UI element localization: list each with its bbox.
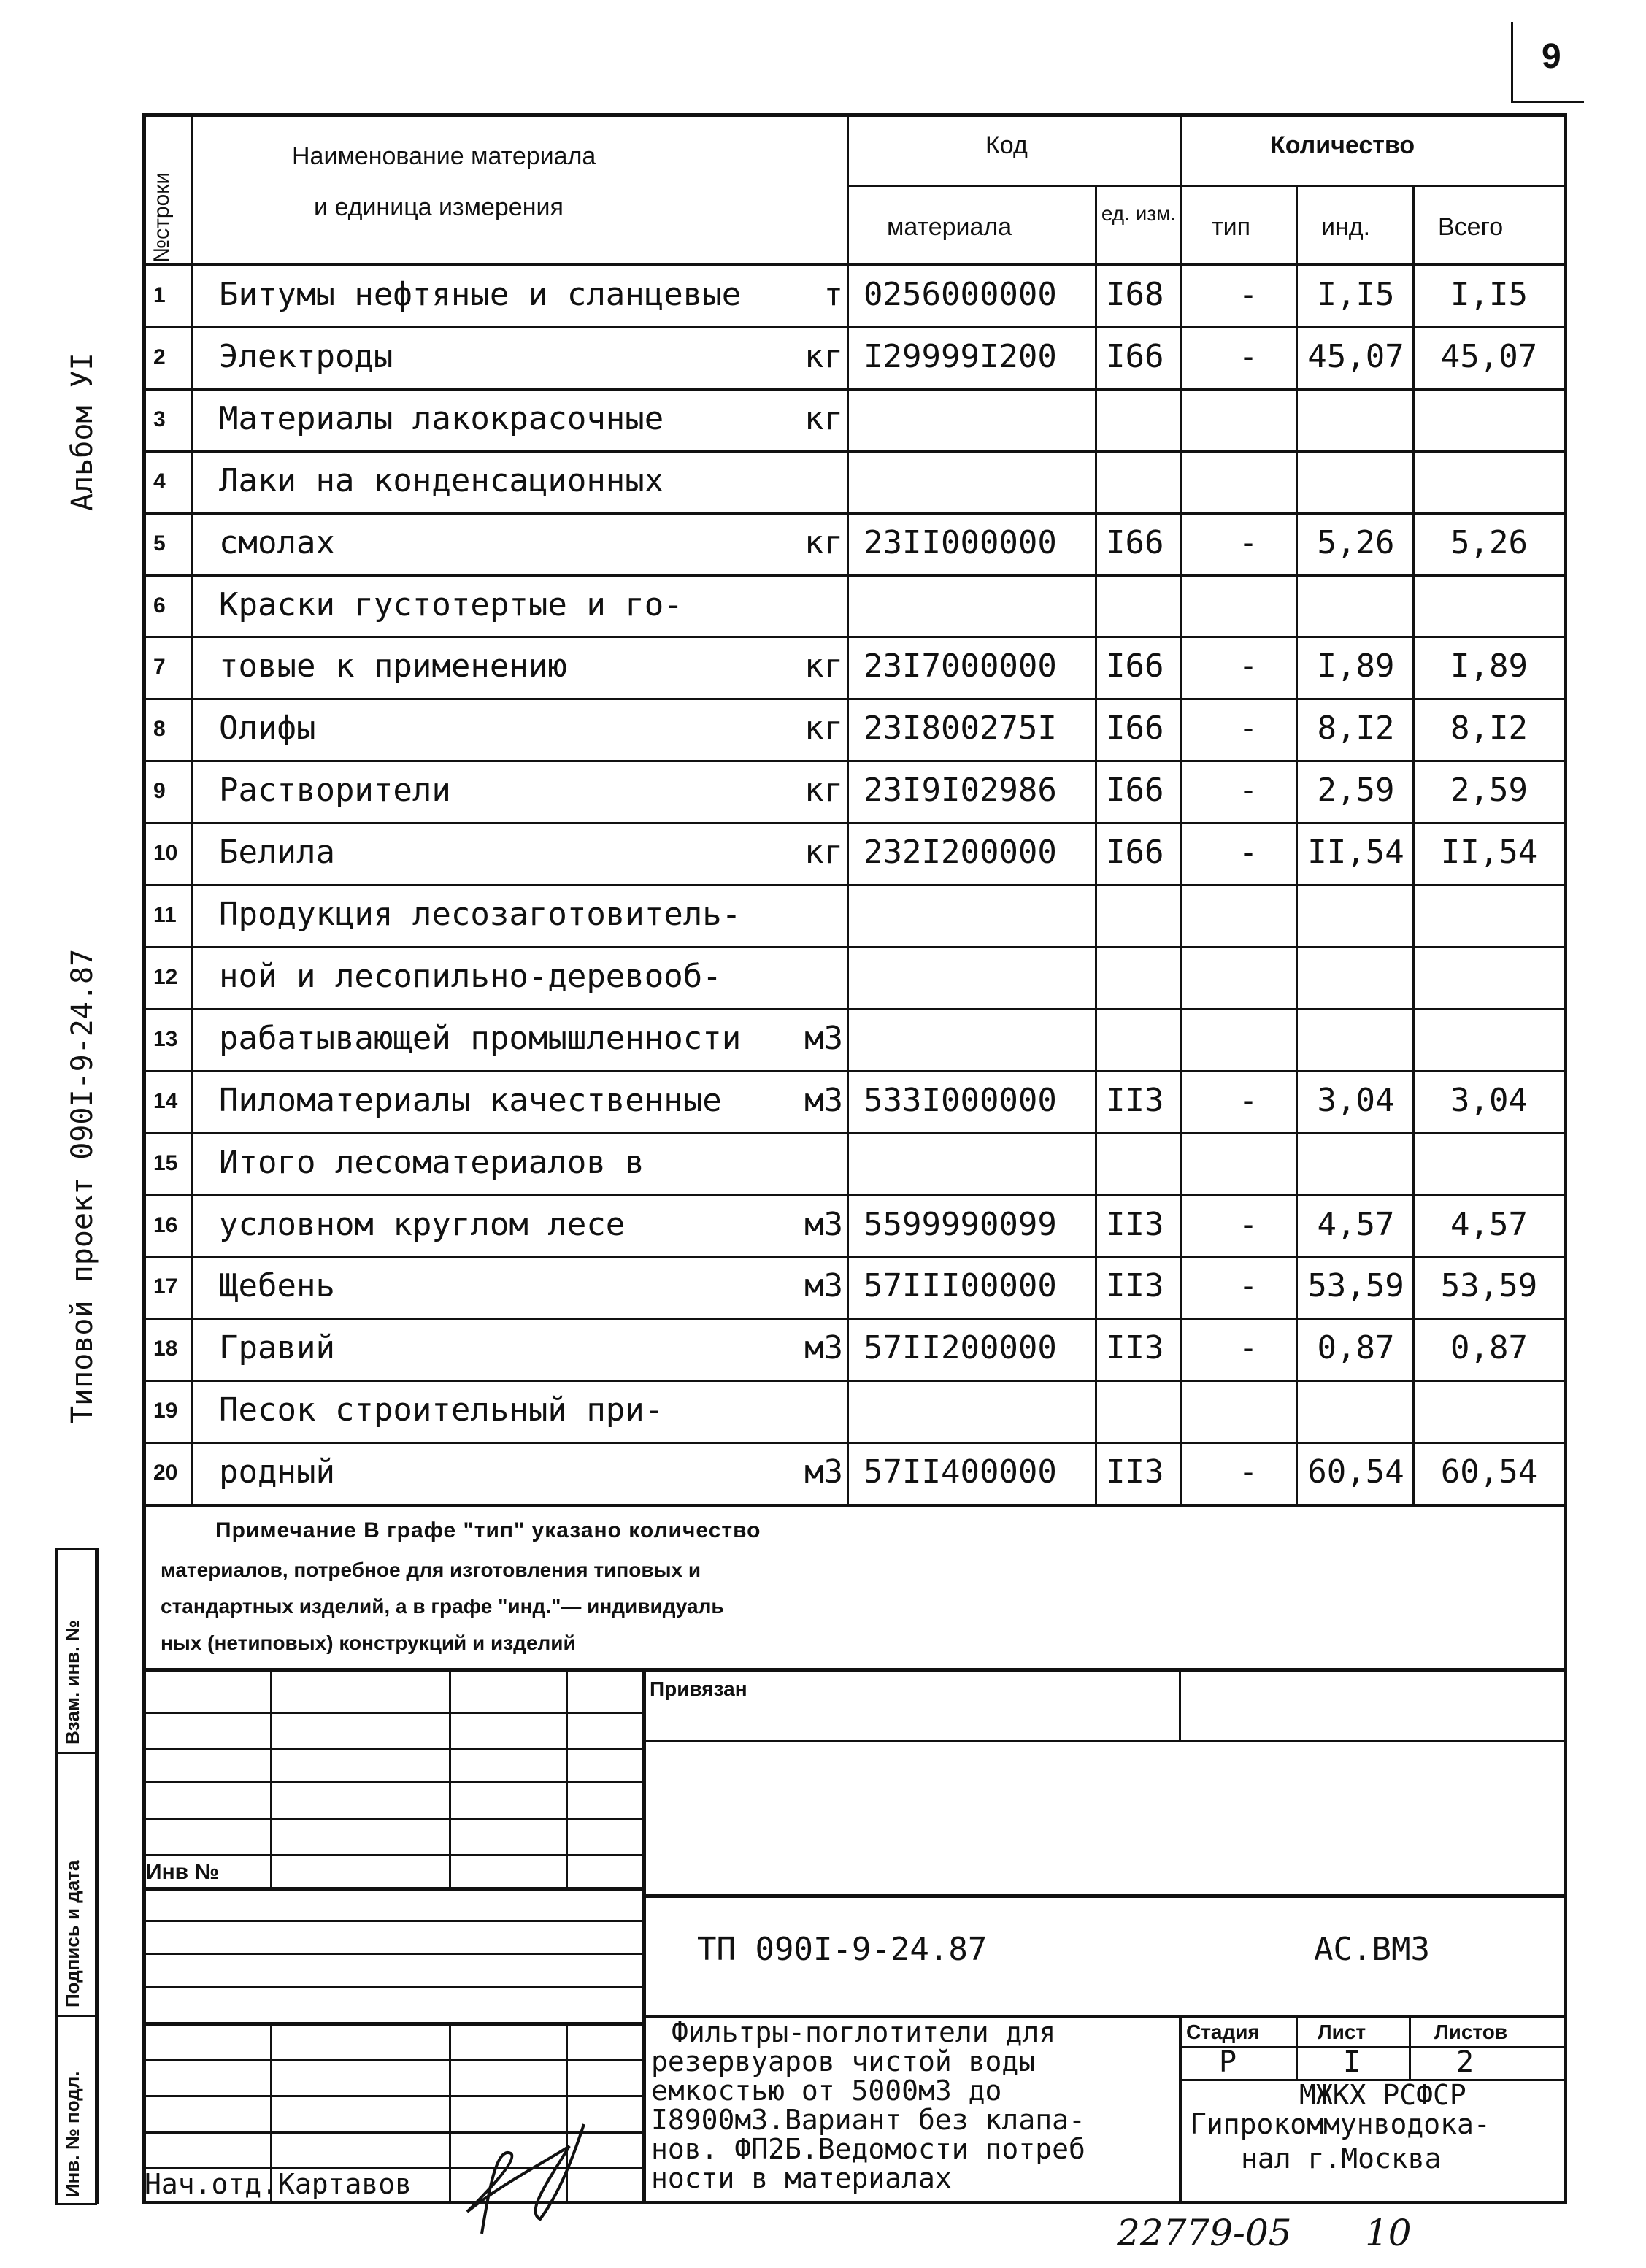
title-line6: ности в материалах xyxy=(651,2162,952,2194)
material-unit: кг xyxy=(804,524,843,561)
material-unit: м3 xyxy=(804,1082,843,1119)
inv-number-label: Инв № xyxy=(146,1860,219,1884)
row-number: 18 xyxy=(153,1337,178,1361)
type-quantity: - xyxy=(1238,1453,1258,1491)
row-number: 9 xyxy=(153,779,166,803)
title-line5: нов. ФП2Б.Ведомости потреб xyxy=(651,2133,1085,2165)
footer-number: 22779-05 xyxy=(1117,2212,1292,2254)
row-number: 14 xyxy=(153,1089,178,1113)
stamp-label-replace: Взам. инв. № xyxy=(61,1620,83,1745)
type-quantity: - xyxy=(1238,1082,1258,1119)
note-line3: стандартных изделий, а в графе "инд."— индивидуаль xyxy=(161,1595,724,1618)
row-number: 2 xyxy=(153,345,166,369)
material-code: 57II400000 xyxy=(864,1453,1057,1491)
total-quantity: II,54 xyxy=(1440,834,1538,871)
unit-code: II3 xyxy=(1106,1206,1164,1243)
material-name: Щебень xyxy=(219,1267,335,1304)
unit-code: I66 xyxy=(1106,834,1164,871)
stamp-label-signature: Подпись и дата xyxy=(61,1860,83,2007)
material-unit: кг xyxy=(804,834,843,871)
row-number: 13 xyxy=(153,1027,178,1051)
type-quantity: - xyxy=(1238,1267,1258,1304)
type-quantity: - xyxy=(1238,1329,1258,1366)
unit-code: I66 xyxy=(1106,772,1164,809)
total-quantity: 2,59 xyxy=(1450,772,1528,809)
material-code: 533I000000 xyxy=(864,1082,1057,1119)
code-header: Код xyxy=(985,131,1028,159)
album-label: Альбом УI xyxy=(66,353,99,511)
type-quantity: - xyxy=(1238,524,1258,561)
material-unit: кг xyxy=(804,338,843,375)
ind-quantity: 3,04 xyxy=(1317,1082,1395,1119)
total-quantity: 4,57 xyxy=(1450,1206,1528,1243)
material-unit: м3 xyxy=(804,1206,843,1243)
page-number: 9 xyxy=(1542,37,1561,76)
row-number-header: №строки xyxy=(150,172,174,263)
material-code: 23I7000000 xyxy=(864,647,1057,685)
material-unit: м3 xyxy=(804,1453,843,1491)
row-number: 12 xyxy=(153,965,178,989)
material-name: Белила xyxy=(219,834,335,871)
unit-code: II3 xyxy=(1106,1453,1164,1491)
privyazan-label: Привязан xyxy=(650,1677,747,1700)
project-label: Типовой проект 090I-9-24.87 xyxy=(66,948,99,1423)
material-name: условном круглом лесе xyxy=(219,1206,626,1243)
total-quantity: 3,04 xyxy=(1450,1082,1528,1119)
material-name: ной и лесопильно-деревооб- xyxy=(219,958,722,995)
material-name: смолах xyxy=(219,524,335,561)
stage-value: Р xyxy=(1219,2045,1237,2079)
type-quantity: - xyxy=(1238,834,1258,871)
code-material-header: материала xyxy=(887,213,1012,241)
type-quantity: - xyxy=(1238,647,1258,685)
name-header-line2: и единица измерения xyxy=(314,193,564,221)
material-name: родный xyxy=(219,1453,335,1491)
code-unit-header: ед. изм. xyxy=(1101,202,1177,225)
total-quantity: 53,59 xyxy=(1440,1267,1538,1304)
type-header: тип xyxy=(1212,213,1250,241)
head-of-department: Нач.отд.Картавов xyxy=(145,2168,412,2200)
ind-quantity: 8,I2 xyxy=(1317,710,1395,747)
material-name: Гравий xyxy=(219,1329,335,1366)
material-code: 23I9I02986 xyxy=(864,772,1057,809)
footer-page: 10 xyxy=(1365,2212,1412,2254)
total-quantity: 45,07 xyxy=(1440,338,1538,375)
material-code: 23II000000 xyxy=(864,524,1057,561)
row-number: 17 xyxy=(153,1275,178,1299)
row-number: 10 xyxy=(153,841,178,865)
material-name: Продукция лесозаготовитель- xyxy=(219,896,742,933)
total-quantity: I,I5 xyxy=(1450,276,1528,313)
title-line2: резервуаров чистой воды xyxy=(651,2045,1036,2077)
material-name: Лаки на конденсационных xyxy=(219,462,664,499)
title-line4: I8900м3.Вариант без клапа- xyxy=(651,2104,1085,2136)
unit-code: I66 xyxy=(1106,524,1164,561)
row-number: 3 xyxy=(153,407,166,431)
row-number: 8 xyxy=(153,717,166,741)
material-name: Битумы нефтяные и сланцевые xyxy=(219,276,742,313)
unit-code: II3 xyxy=(1106,1267,1164,1304)
sheets-label: Листов xyxy=(1434,2021,1508,2043)
material-name: Песок строительный при- xyxy=(219,1391,664,1429)
note-line4: ных (нетиповых) конструкций и изделий xyxy=(161,1631,576,1654)
ind-quantity: 45,07 xyxy=(1307,338,1404,375)
material-name: Пиломатериалы качественные xyxy=(219,1082,722,1119)
row-number: 16 xyxy=(153,1213,178,1237)
row-number: 20 xyxy=(153,1461,178,1485)
title-line3: емкостью от 5000м3 до xyxy=(651,2075,1002,2107)
stamp-label-inv: Инв. № подл. xyxy=(61,2071,83,2197)
material-code: 23I800275I xyxy=(864,710,1057,747)
org-line1: МЖКХ РСФСР xyxy=(1299,2079,1466,2111)
material-name: Материалы лакокрасочные xyxy=(219,400,664,437)
type-quantity: - xyxy=(1238,1206,1258,1243)
material-code: I29999I200 xyxy=(864,338,1057,375)
ind-quantity: II,54 xyxy=(1307,834,1404,871)
material-unit: кг xyxy=(804,710,843,747)
org-line3: нал г.Москва xyxy=(1241,2142,1442,2175)
row-number: 4 xyxy=(153,469,166,493)
total-header: Всего xyxy=(1438,213,1504,241)
total-quantity: 5,26 xyxy=(1450,524,1528,561)
title-line1: Фильтры-поглотители для xyxy=(672,2016,1056,2048)
name-header-line1: Наименование материала xyxy=(292,142,596,170)
material-name: Олифы xyxy=(219,710,316,747)
type-quantity: - xyxy=(1238,772,1258,809)
stage-label: Стадия xyxy=(1186,2021,1260,2043)
material-code: 0256000000 xyxy=(864,276,1057,313)
unit-code: II3 xyxy=(1106,1082,1164,1119)
total-quantity: I,89 xyxy=(1450,647,1528,685)
material-unit: т xyxy=(823,276,843,313)
row-number: 5 xyxy=(153,531,166,556)
unit-code: II3 xyxy=(1106,1329,1164,1366)
note-line2: материалов, потребное для изготовления типовых и xyxy=(161,1558,701,1581)
unit-code: I66 xyxy=(1106,710,1164,747)
ind-quantity: I,89 xyxy=(1317,647,1395,685)
ind-quantity: 5,26 xyxy=(1317,524,1395,561)
org-line2: Гипрокоммунводока- xyxy=(1190,2108,1491,2140)
row-number: 6 xyxy=(153,593,166,618)
type-quantity: - xyxy=(1238,338,1258,375)
ind-quantity: 2,59 xyxy=(1317,772,1395,809)
unit-code: I68 xyxy=(1106,276,1164,313)
row-number: 7 xyxy=(153,655,166,679)
material-name: Растворители xyxy=(219,772,451,809)
material-name: Краски густотертые и го- xyxy=(219,586,683,623)
sheet-value: I xyxy=(1343,2045,1361,2079)
material-name: Электроды xyxy=(219,338,393,375)
ind-quantity: 53,59 xyxy=(1307,1267,1404,1304)
material-unit: кг xyxy=(804,772,843,809)
ind-quantity: I,I5 xyxy=(1317,276,1395,313)
page-number-underline xyxy=(1511,101,1584,103)
row-number: 19 xyxy=(153,1399,178,1423)
type-quantity: - xyxy=(1238,710,1258,747)
material-code: 5599990099 xyxy=(864,1206,1057,1243)
row-number: 15 xyxy=(153,1151,178,1175)
material-unit: кг xyxy=(804,400,843,437)
material-name: рабатывающей промышленности xyxy=(219,1020,742,1057)
unit-code: I66 xyxy=(1106,647,1164,685)
material-code: 232I200000 xyxy=(864,834,1057,871)
material-unit: м3 xyxy=(804,1020,843,1057)
material-unit: м3 xyxy=(804,1329,843,1366)
material-unit: кг xyxy=(804,647,843,685)
type-quantity: - xyxy=(1238,276,1258,313)
sheet-label: Лист xyxy=(1318,2021,1366,2043)
quantity-header: Количество xyxy=(1270,131,1415,159)
material-name: товые к применению xyxy=(219,647,567,685)
ind-quantity: 60,54 xyxy=(1307,1453,1404,1491)
material-name: Итого лесоматериалов в xyxy=(219,1144,645,1181)
signature xyxy=(438,2102,606,2248)
total-quantity: 8,I2 xyxy=(1450,710,1528,747)
ind-quantity: 0,87 xyxy=(1317,1329,1395,1366)
ind-header: инд. xyxy=(1321,213,1371,241)
material-unit: м3 xyxy=(804,1267,843,1304)
page-number-rule xyxy=(1511,22,1513,102)
document-code: ТП 090I-9-24.87 xyxy=(697,1931,988,1968)
document-mark: АС.ВМ3 xyxy=(1314,1931,1430,1968)
material-code: 57III00000 xyxy=(864,1267,1057,1304)
ind-quantity: 4,57 xyxy=(1317,1206,1395,1243)
sheets-value: 2 xyxy=(1456,2045,1474,2079)
total-quantity: 60,54 xyxy=(1440,1453,1538,1491)
row-number: 1 xyxy=(153,283,166,307)
material-code: 57II200000 xyxy=(864,1329,1057,1366)
unit-code: I66 xyxy=(1106,338,1164,375)
note-line1: Примечание В графе "тип" указано количество xyxy=(215,1518,761,1542)
row-number: 11 xyxy=(153,903,177,927)
total-quantity: 0,87 xyxy=(1450,1329,1528,1366)
